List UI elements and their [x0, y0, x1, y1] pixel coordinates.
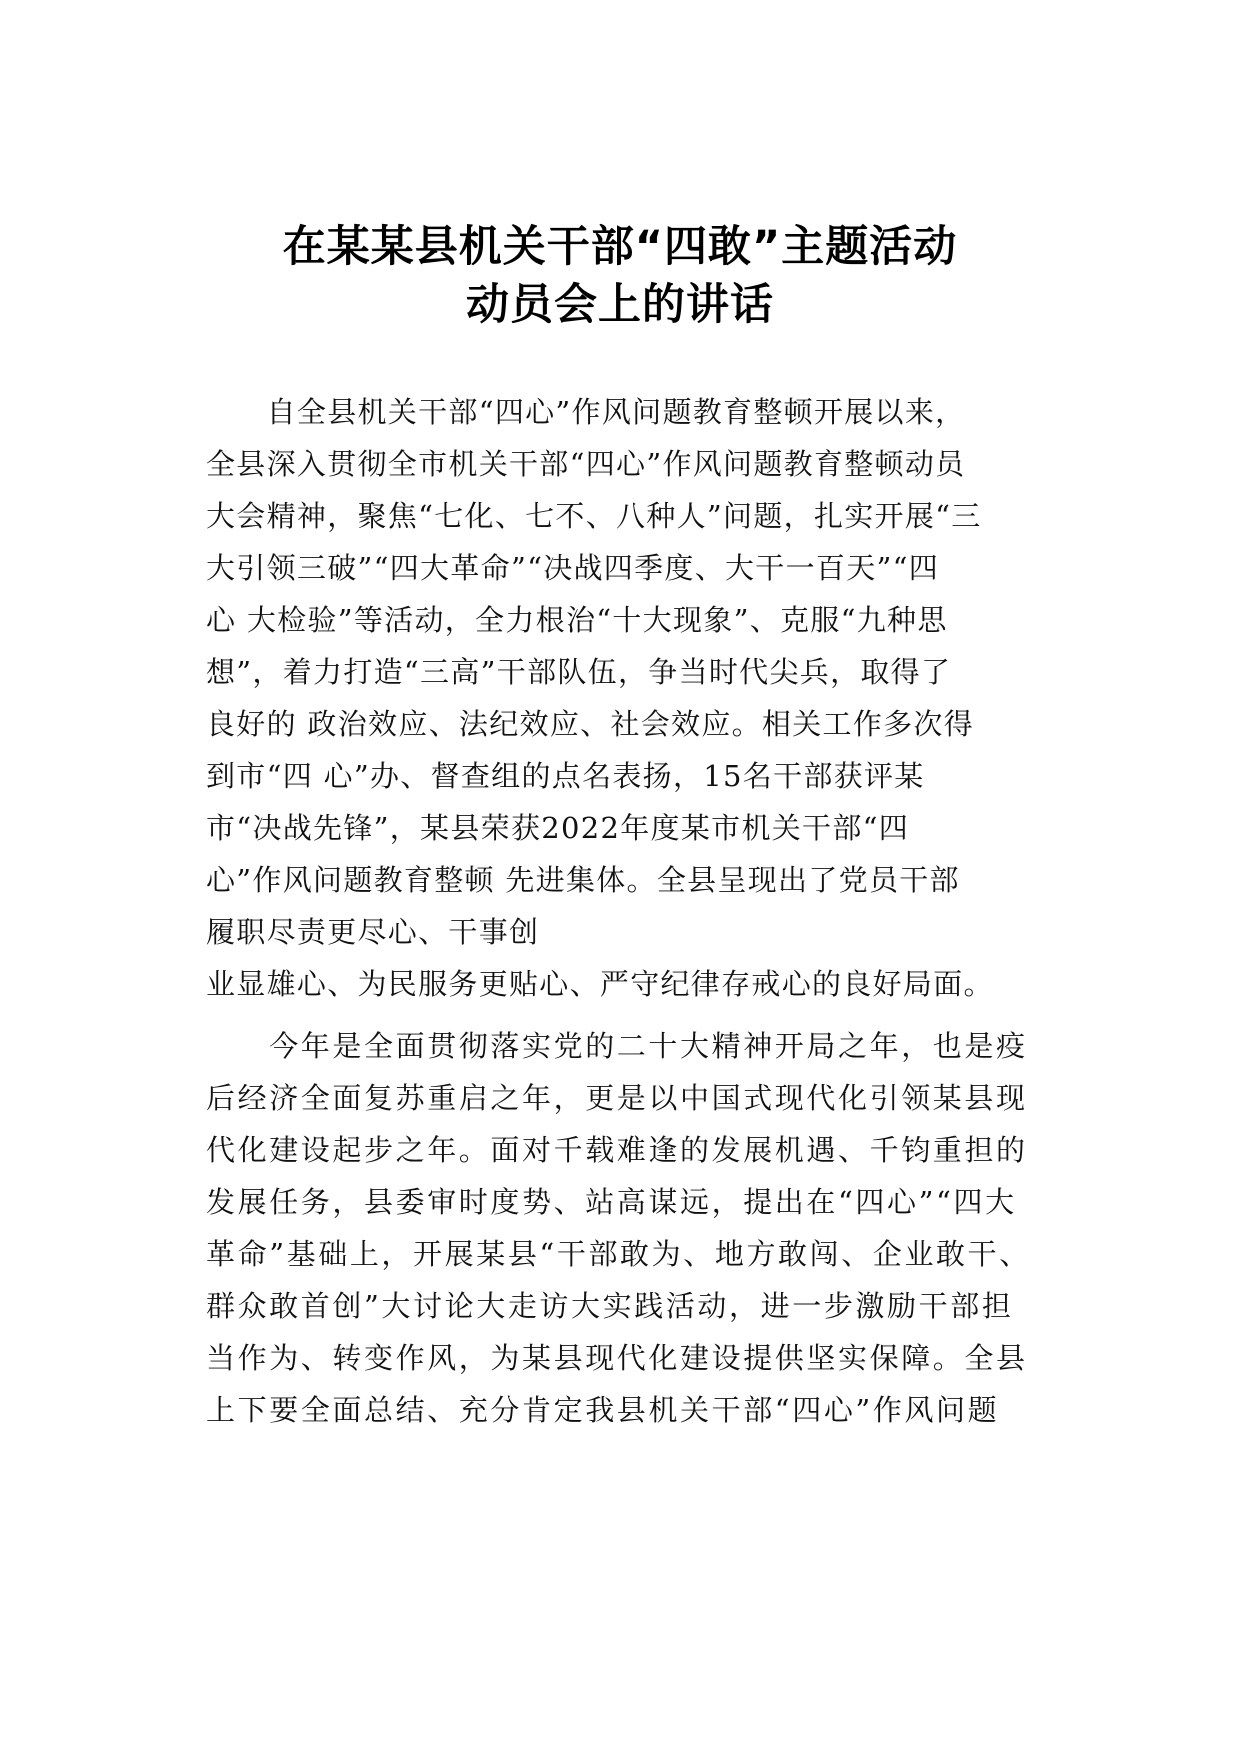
text-line: 自全县机关干部“四心”作风问题教育整顿开展以来，	[206, 395, 966, 429]
title-line-2: 动员会上的讲话	[466, 280, 774, 330]
text-line: 良好的 政治效应、法纪效应、社会效应。相关工作多次得	[206, 707, 975, 741]
paragraph-1	[206, 386, 1066, 1010]
text-line: 业显雄心、为民服务更贴心、严守纪律存戒心的良好局面。	[206, 967, 994, 1001]
text-line: 群众敢首创”大讨论大走访大实践活动，进一步激励干部担	[206, 1289, 1014, 1323]
text-line: 心”作风问题教育整顿 先进集体。全县呈现出了党员干部	[206, 863, 960, 897]
document-title	[0, 218, 1240, 334]
title-line-1: 在某某县机关干部“四敢”主题活动	[282, 222, 958, 272]
text-line: 发展任务，县委审时度势、站高谋远，提出在“四心”“四大	[206, 1185, 1017, 1219]
text-line: 代化建设起步之年。面对千载难逢的发展机遇、千钧重担的	[206, 1133, 1028, 1167]
document-body	[206, 386, 1066, 1436]
text-line: 履职尽责更尽心、干事创	[206, 915, 540, 949]
text-line: 到市“四 心”办、督查组的点名表扬，15名干部获评某	[206, 759, 925, 793]
text-line: 革命”基础上，开展某县“干部敢为、地方敢闯、企业敢干、	[206, 1237, 1031, 1271]
text-line: 市“决战先锋”，某县荣获2022年度某市机关干部“四	[206, 811, 910, 845]
text-line: 上下要全面总结、充分肯定我县机关干部“四心”作风问题	[206, 1393, 1000, 1427]
text-line: 今年是全面贯彻落实党的二十大精神开局之年，也是疫	[206, 1029, 1028, 1063]
text-line: 想”，着力打造“三高”干部队伍，争当时代尖兵，取得了	[206, 655, 952, 689]
text-line: 心 大检验”等活动，全力根治“十大现象”、克服“九种思	[206, 603, 948, 637]
text-line: 后经济全面复苏重启之年，更是以中国式现代化引领某县现	[206, 1081, 1028, 1115]
text-line: 当作为、转变作风，为某县现代化建设提供坚实保障。全县	[206, 1341, 1028, 1375]
text-line: 全县深入贯彻全市机关干部“四心”作风问题教育整顿动员	[206, 447, 966, 481]
text-line: 大引领三破”“四大革命”“决战四季度、大干一百天”“四	[206, 551, 940, 585]
paragraph-2	[206, 1020, 1066, 1436]
text-line: 大会精神，聚焦“七化、七不、八种人”问题，扎实开展“三	[206, 499, 982, 533]
